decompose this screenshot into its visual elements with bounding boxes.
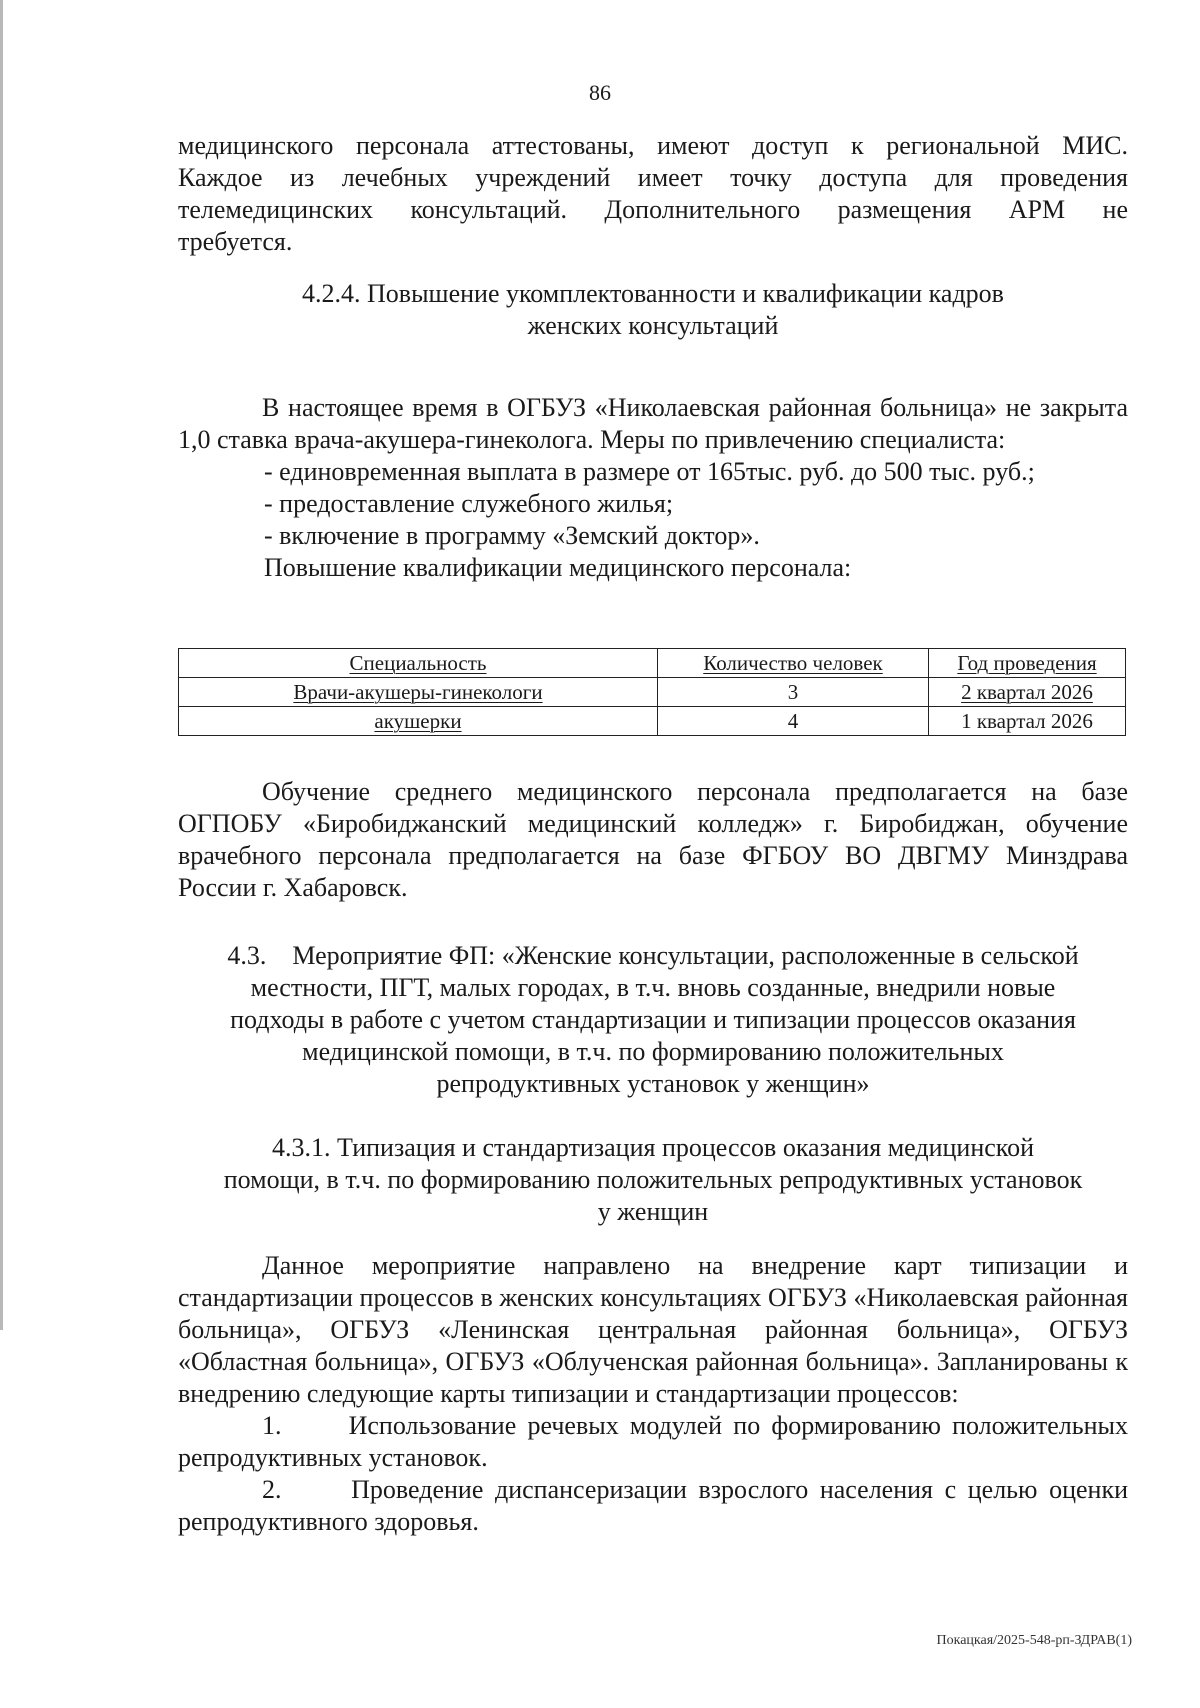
table-header-row [179, 649, 1126, 678]
intro-line: Каждое из лечебных учреждений имеет точку доступа для проведения [178, 163, 1128, 192]
training-block [178, 776, 1128, 904]
cards-paragraph: Данное мероприятие направлено на внедрение карт типизации и стандартизации процессов в женских консультациях ОГБУЗ «Николаевская районная больница», ОГБУЗ «Ленинская центральная районная больница», ОГБУЗ «Областная больница», ОГБУЗ «Облученская районная больница». Запланированы к внедрению следующие карты типизации и стандартизации процессов: [178, 1251, 1128, 1408]
intro-line: телемедицинских консультаций. Дополнительного размещения АРМ не [178, 195, 1128, 224]
section-431-heading [178, 1132, 1128, 1228]
measure-item: - единовременная выплата в размере от 165тыс. руб. до 500 тыс. руб.; [264, 457, 1035, 486]
scan-edge-line [0, 0, 3, 1330]
intro-line: требуется. [178, 227, 293, 256]
header-specialty: Специальность [179, 649, 658, 678]
table-intro: Повышение квалификации медицинского персонала: [264, 553, 852, 582]
section-431-body [178, 1250, 1128, 1538]
intro-paragraph [178, 130, 1128, 258]
heading-line: у женщин [597, 1197, 709, 1226]
cell-count: 4 [658, 707, 929, 736]
table-row [179, 707, 1126, 736]
heading-line: помощи, в т.ч. по формированию положительных репродуктивных установок [223, 1165, 1083, 1194]
heading-line: подходы в работе с учетом стандартизации и типизации процессов оказания [230, 1005, 1076, 1034]
section-43-heading [178, 940, 1128, 1100]
header-year: Год проведения [929, 649, 1126, 678]
heading-line: 4.3.1. Типизация и стандартизация процессов оказания медицинской [271, 1133, 1034, 1162]
vacancy-paragraph: В настоящее время в ОГБУЗ «Николаевская районная больница» не закрыта 1,0 ставка врача-акушера-гинеколога. Меры по привлечению специалиста: [178, 393, 1128, 454]
numbered-item: 1. Использование речевых модулей по формированию положительных репродуктивных установок. [178, 1411, 1128, 1472]
measure-item: - включение в программу «Земский доктор». [264, 521, 760, 550]
intro-line: медицинского персонала аттестованы, имеют доступ к региональной МИС. [178, 131, 1128, 160]
training-paragraph: Обучение среднего медицинского персонала предполагается на базе ОГПОБУ «Биробиджанский медицинский колледж» г. Биробиджан, обучение врачебного персонала предполагается на базе ФГБОУ ВО ДВГМУ Минздрава России г. Хабаровск. [178, 777, 1128, 902]
page-number: 86 [589, 80, 611, 105]
heading-line: медицинской помощи, в т.ч. по формированию положительных [302, 1037, 1004, 1066]
measure-item: - предоставление служебного жилья; [264, 489, 674, 518]
numbered-item: 2. Проведение диспансеризации взрослого населения с целью оценки репродуктивного здоровья. [178, 1475, 1128, 1536]
cell-specialty: акушерки [179, 707, 658, 736]
section-424-heading [178, 278, 1128, 342]
cell-year: 2 квартал 2026 [929, 678, 1126, 707]
header-count: Количество человек [658, 649, 929, 678]
cell-year: 1 квартал 2026 [929, 707, 1126, 736]
heading-line: местности, ПГТ, малых городах, в т.ч. вновь созданные, внедрили новые [250, 973, 1056, 1002]
document-code: Покацкая/2025-548-рп-ЗДРАВ(1) [936, 1633, 1132, 1648]
section-424-body [178, 392, 1128, 584]
qualification-table [178, 648, 1126, 736]
heading-line: репродуктивных установок у женщин» [436, 1069, 870, 1098]
heading-line: 4.3. Мероприятие ФП: «Женские консультации, расположенные в сельской [227, 941, 1079, 970]
heading-line: 4.2.4. Повышение укомплектованности и квалификации кадров [302, 279, 1004, 308]
table-row [179, 678, 1126, 707]
cell-count: 3 [658, 678, 929, 707]
cell-specialty: Врачи-акушеры-гинекологи [179, 678, 658, 707]
heading-line: женских консультаций [527, 311, 779, 340]
